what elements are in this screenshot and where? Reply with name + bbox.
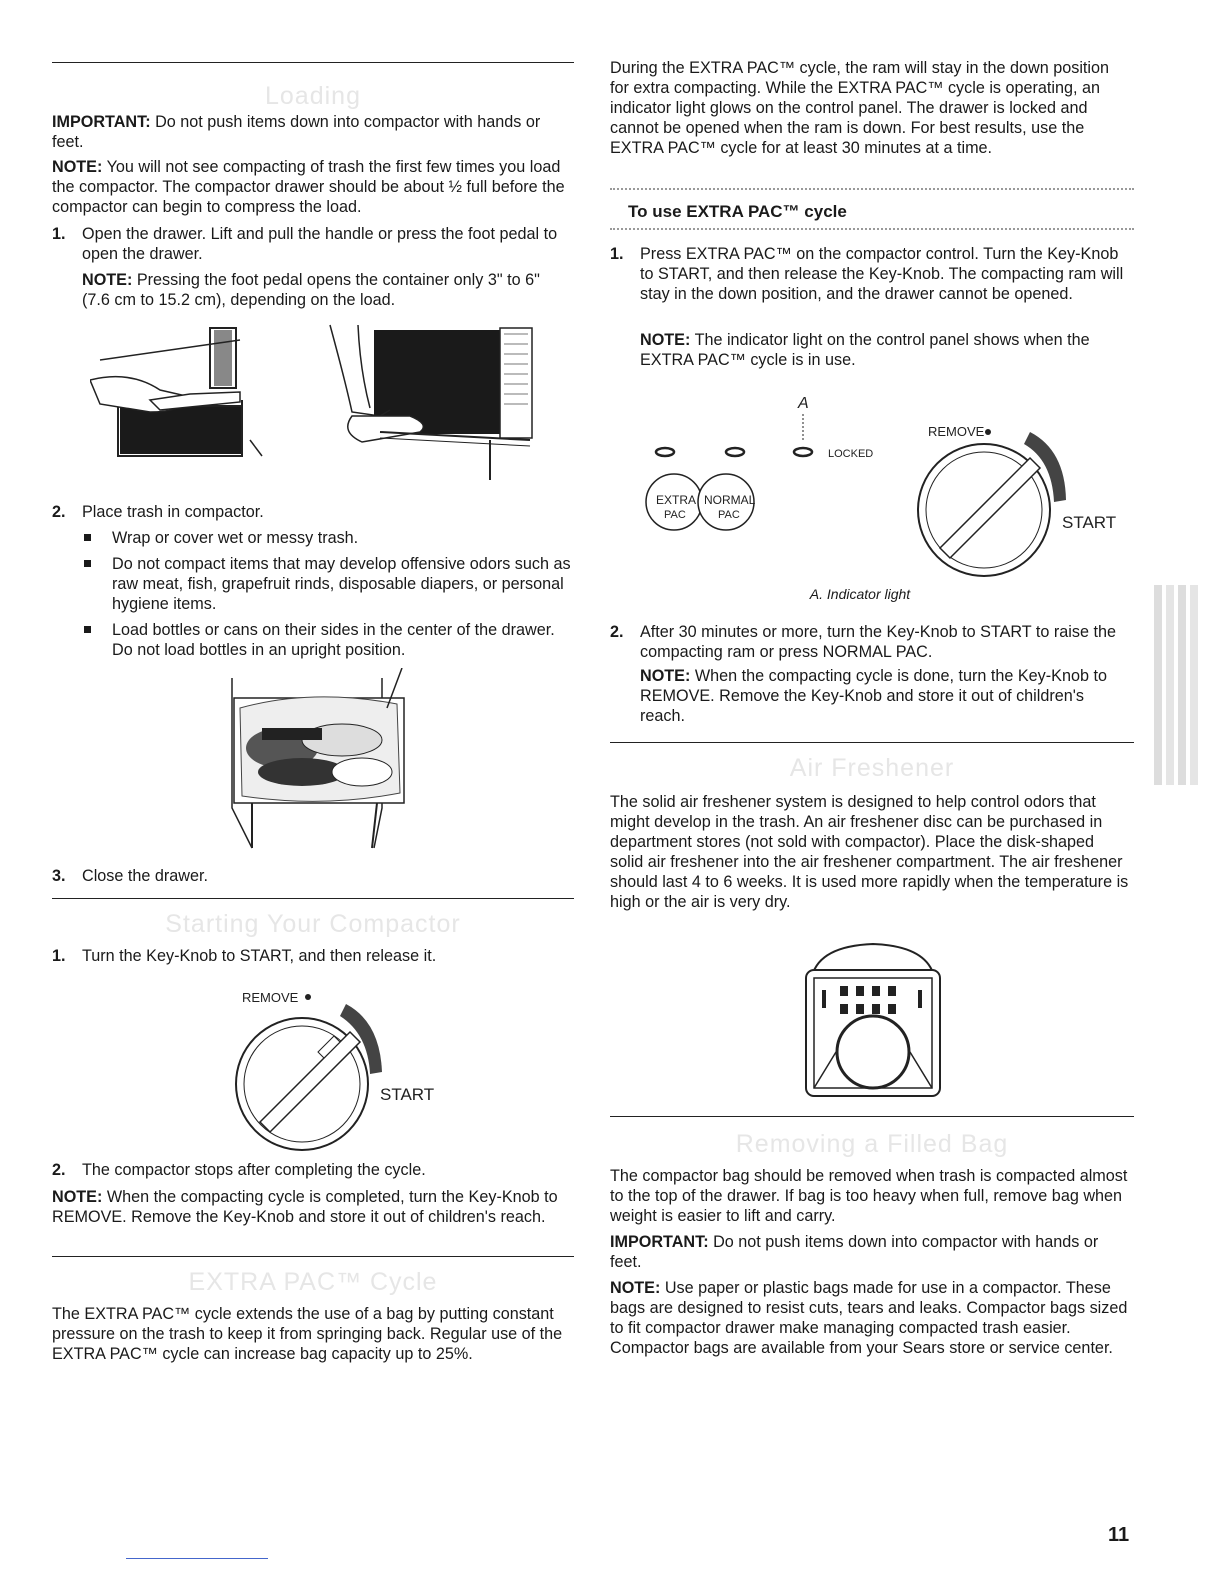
removing-bag-heading: Removing a Filled Bag [735, 1130, 1009, 1158]
starting-heading: Starting Your Compactor [165, 910, 461, 938]
removing-text [610, 1166, 1130, 1226]
note-text: You will not see compacting of trash the first few times you load the compactor. The compactor drawer should be about ½ full before the compactor can begin to compress the load. [52, 158, 565, 216]
step-text [82, 502, 572, 522]
step-note [640, 330, 1130, 370]
step-note [82, 270, 572, 310]
step-text [82, 1160, 572, 1180]
important-label: IMPORTANT: [52, 113, 151, 131]
step2-text: After 30 minutes or more, turn the Key-Knob to START to raise the compacting ram or press NORMAL PAC. [640, 623, 1116, 661]
step-text [640, 244, 1130, 304]
air-freshener-illustration [800, 940, 946, 1100]
air-freshener-text [610, 792, 1130, 912]
bullet-text: Wrap or cover wet or messy trash. [112, 529, 359, 547]
step-number: 1. [52, 947, 66, 965]
bottles-in-drawer-illustration [212, 668, 412, 858]
step1-text: Open the drawer. Lift and pull the handle or press the foot pedal to open the drawer. [82, 225, 558, 263]
note-text: When the compacting cycle is completed, turn the Key-Knob to REMOVE. Remove the Key-Knob and store it out of children's reach. [52, 1188, 558, 1226]
extra-pac-text [52, 1304, 572, 1364]
step1-text: Turn the Key-Knob to START, and then release it. [82, 947, 437, 965]
note-text: When the compacting cycle is done, turn the Key-Knob to REMOVE. Remove the Key-Knob and store it out of children's reach. [640, 667, 1107, 725]
step-number: 2. [52, 503, 66, 521]
section-rule [52, 1256, 574, 1257]
list-item [112, 554, 572, 614]
step-note [640, 666, 1130, 726]
page-number: 11 [1108, 1524, 1130, 1546]
extra-pac-heading: EXTRA PAC™ Cycle [188, 1268, 438, 1296]
important-text: Do not push items down into compactor with hands or feet. [52, 113, 541, 151]
locked-light-icon [794, 448, 812, 456]
note-label: NOTE: [82, 271, 133, 289]
section-rule [52, 898, 574, 899]
step-number: 2. [52, 1161, 66, 1179]
note-label: NOTE: [640, 331, 691, 349]
bullet-icon [84, 534, 91, 541]
callout-label: A [798, 395, 809, 412]
knob-remove-label: REMOVE [242, 990, 299, 1005]
removing-important [610, 1232, 1130, 1272]
starting-note [52, 1187, 572, 1227]
removing-note [610, 1278, 1130, 1358]
step1-text: Press EXTRA PAC™ on the compactor control. Turn the Key-Knob to START, and then release the Key-Knob. The compacting ram will stay in the down position, and the drawer cannot be opened. [640, 245, 1124, 303]
step-text [82, 224, 572, 264]
indicator-light-icon [726, 448, 744, 456]
step-number: 2. [610, 623, 624, 641]
step-number: 1. [610, 245, 624, 263]
dotted-rule [610, 188, 1134, 190]
knob-start-label: START [380, 1085, 435, 1104]
paragraph: The solid air freshener system is designed to help control odors that might develop in the trash. An air freshener disc can be purchased in department stores (not sold with compactor). Place the disk-shaped solid air freshener into the air freshener compartment. The air freshener should last 4 to 6 weeks. It is used more rapidly when the temperature is high or the air is very dry. [610, 793, 1129, 911]
loading-important [52, 112, 570, 152]
drawer-opening-illustration [90, 320, 550, 490]
extra-pac-label: PAC [664, 509, 686, 521]
note-label: NOTE: [52, 1188, 103, 1206]
extra-label: EXTRA [656, 493, 697, 507]
key-knob-illustration [220, 982, 460, 1154]
step-text [640, 622, 1130, 662]
start-label: START [1062, 513, 1117, 532]
note-label: NOTE: [52, 158, 103, 176]
section-rule [610, 742, 1134, 743]
important-label: IMPORTANT: [610, 1233, 709, 1251]
locked-label: LOCKED [828, 448, 874, 460]
section-rule [52, 62, 574, 63]
step2-text: The compactor stops after completing the cycle. [82, 1161, 426, 1179]
loading-heading: Loading [265, 82, 361, 110]
dotted-rule [610, 228, 1134, 230]
step-number: 1. [52, 225, 66, 243]
note-text: The indicator light on the control panel shows when the EXTRA PAC™ cycle is in use. [640, 331, 1090, 369]
step-number: 3. [52, 867, 66, 885]
list-item [112, 528, 572, 548]
to-use-subheading: To use EXTRA PAC™ cycle [628, 202, 847, 221]
step-text [82, 946, 572, 966]
note-label: NOTE: [640, 667, 691, 685]
bullet-icon [84, 626, 91, 633]
important-text: Do not push items down into compactor with hands or feet. [610, 1233, 1099, 1271]
normal-pac-label: PAC [718, 509, 740, 521]
bullet-icon [84, 560, 91, 567]
remove-label: REMOVE [928, 424, 985, 439]
loading-note [52, 157, 572, 217]
note-text: Use paper or plastic bags made for use in a compactor. These bags are designed to resist cuts, tears and leaks. Compactor bags sized to fit compactor drawer make managing compacted trash easier. Compactor bags are available from your Sears store or service center. [610, 1279, 1128, 1357]
control-panel-illustration [610, 390, 1134, 580]
section-rule [610, 1116, 1134, 1117]
step-text [82, 866, 572, 886]
step2-text: Place trash in compactor. [82, 503, 264, 521]
step3-text: Close the drawer. [82, 867, 208, 885]
indicator-light-icon [656, 448, 674, 456]
bullet-text: Do not compact items that may develop offensive odors such as raw meat, fish, grapefruit rinds, disposable diapers, or personal hygiene items. [112, 555, 571, 613]
note-text: Pressing the foot pedal opens the container only 3" to 6" (7.6 cm to 15.2 cm), depending on the load. [82, 271, 540, 309]
section-tab-mark [1150, 585, 1206, 785]
note-label: NOTE: [610, 1279, 661, 1297]
bullet-text: Load bottles or cans on their sides in the center of the drawer. Do not load bottles in an upright position. [112, 621, 555, 659]
normal-label: NORMAL [704, 493, 756, 507]
paragraph: During the EXTRA PAC™ cycle, the ram will stay in the down position for extra compacting. While the EXTRA PAC™ cycle is operating, an indicator light glows on the control panel. The drawer is locked and cannot be opened when the ram is down. For best results, use the EXTRA PAC™ cycle for at least 30 minutes at a time. [610, 59, 1110, 157]
figure-caption: A. Indicator light [809, 586, 911, 602]
air-freshener-heading: Air Freshener [789, 754, 955, 782]
freshener-disc [837, 1016, 909, 1088]
extra-pac-continued [610, 58, 1116, 158]
paragraph: The EXTRA PAC™ cycle extends the use of a bag by putting constant pressure on the trash to keep it from springing back. Regular use of the EXTRA PAC™ cycle can increase bag capacity up to 25%. [52, 1305, 563, 1363]
footer-rule [126, 1558, 268, 1559]
paragraph: The compactor bag should be removed when trash is compacted almost to the top of the drawer. If bag is too heavy when full, remove bag when weight is easier to lift and carry. [610, 1167, 1128, 1225]
list-item [112, 620, 572, 660]
